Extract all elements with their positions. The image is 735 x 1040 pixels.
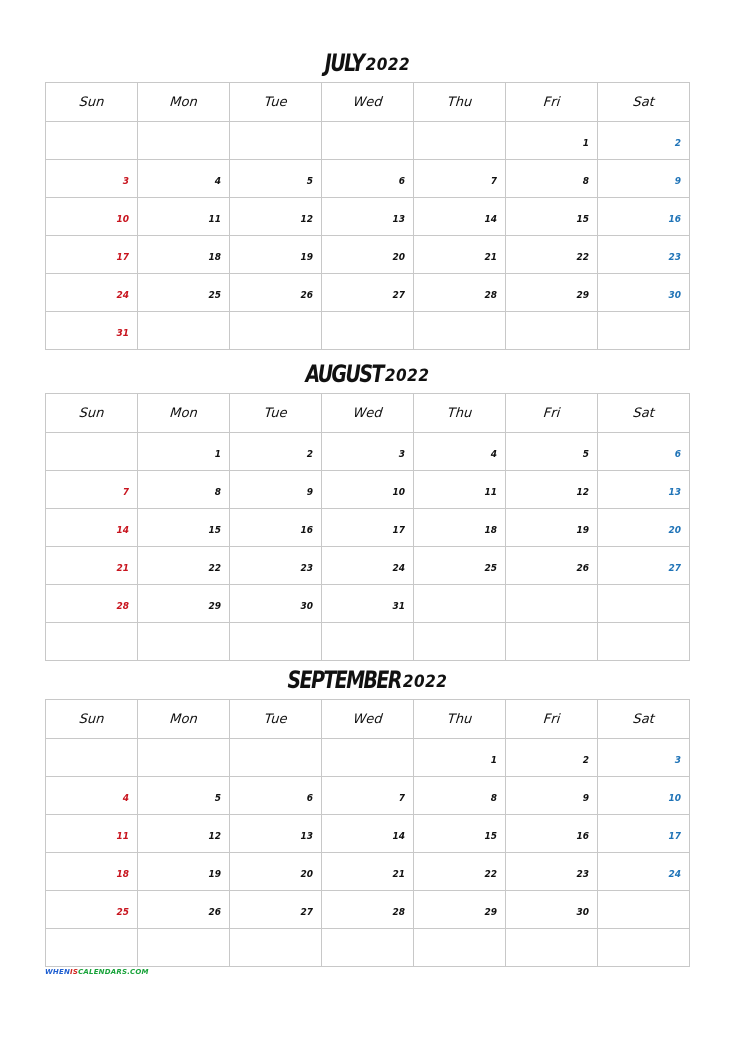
day-cell (138, 198, 230, 236)
day-cell (598, 274, 690, 312)
day-number: 2 (306, 449, 313, 460)
day-number: 8 (490, 793, 497, 804)
day-number: 28 (484, 290, 497, 301)
day-number: 6 (398, 176, 405, 187)
day-cell (46, 312, 138, 350)
day-number: 7 (122, 487, 129, 498)
day-cell (230, 853, 322, 891)
day-cell (46, 929, 138, 967)
day-cell (138, 509, 230, 547)
day-cell (414, 853, 506, 891)
calendar-grid (45, 699, 690, 967)
day-number: 14 (484, 214, 497, 225)
day-cell (598, 236, 690, 274)
week-row (46, 122, 690, 160)
day-cell (230, 274, 322, 312)
day-cell (46, 815, 138, 853)
day-number: 17 (116, 252, 129, 263)
day-cell (506, 509, 598, 547)
weekday-header: Fri (503, 394, 599, 433)
day-number: 25 (484, 563, 497, 574)
month-july (45, 45, 690, 350)
day-number: 4 (122, 793, 129, 804)
day-number: 13 (392, 214, 405, 225)
weekday-header: Sat (595, 83, 691, 122)
day-cell (506, 433, 598, 471)
weekday-header-row (46, 700, 690, 739)
day-number: 31 (116, 328, 129, 339)
day-cell (322, 274, 414, 312)
day-cell (506, 160, 598, 198)
day-number: 13 (300, 831, 313, 842)
day-number: 27 (392, 290, 405, 301)
day-cell (322, 471, 414, 509)
day-cell (230, 236, 322, 274)
day-number: 3 (122, 176, 129, 187)
day-cell (46, 509, 138, 547)
day-number: 30 (668, 290, 681, 301)
day-number: 22 (484, 869, 497, 880)
day-cell (598, 853, 690, 891)
site-logo[interactable] (45, 968, 149, 976)
day-cell (322, 623, 414, 661)
day-cell (506, 853, 598, 891)
day-cell (506, 122, 598, 160)
week-row (46, 777, 690, 815)
day-cell (506, 929, 598, 967)
day-number: 21 (484, 252, 497, 263)
day-cell (414, 585, 506, 623)
day-cell (138, 585, 230, 623)
day-number: 10 (116, 214, 129, 225)
day-number: 19 (300, 252, 313, 263)
weekday-header: Tue (227, 394, 323, 433)
day-cell (322, 853, 414, 891)
day-cell (598, 433, 690, 471)
day-cell (414, 433, 506, 471)
calendar-grid (45, 393, 690, 661)
day-number: 14 (392, 831, 405, 842)
day-number: 3 (398, 449, 405, 460)
day-cell (46, 471, 138, 509)
day-number: 9 (306, 487, 313, 498)
week-row (46, 547, 690, 585)
day-number: 29 (576, 290, 589, 301)
day-cell (46, 739, 138, 777)
day-cell (138, 891, 230, 929)
day-number: 15 (576, 214, 589, 225)
day-number: 23 (300, 563, 313, 574)
day-cell (598, 623, 690, 661)
week-row (46, 509, 690, 547)
day-cell (414, 509, 506, 547)
weekday-header: Sun (43, 700, 139, 739)
day-cell (414, 815, 506, 853)
day-cell (322, 198, 414, 236)
day-number: 17 (668, 831, 681, 842)
day-cell (414, 122, 506, 160)
day-number: 6 (674, 449, 681, 460)
day-cell (138, 929, 230, 967)
day-number: 9 (674, 176, 681, 187)
month-name: AUGUST (305, 360, 383, 388)
logo-part-3: CALENDARS.COM (78, 968, 149, 976)
week-row (46, 236, 690, 274)
day-number: 3 (674, 755, 681, 766)
day-cell (414, 274, 506, 312)
day-number: 26 (208, 907, 221, 918)
day-cell (46, 585, 138, 623)
month-title (45, 662, 690, 699)
weekday-header: Sat (595, 394, 691, 433)
day-cell (230, 509, 322, 547)
weekday-header: Wed (319, 394, 415, 433)
day-cell (322, 547, 414, 585)
day-number: 7 (398, 793, 405, 804)
day-cell (230, 160, 322, 198)
day-cell (322, 815, 414, 853)
day-cell (230, 623, 322, 661)
day-number: 23 (576, 869, 589, 880)
week-row (46, 160, 690, 198)
day-number: 5 (582, 449, 589, 460)
day-cell (138, 623, 230, 661)
day-number: 18 (484, 525, 497, 536)
month-name: SEPTEMBER (287, 666, 401, 694)
day-number: 18 (116, 869, 129, 880)
day-cell (46, 236, 138, 274)
day-cell (506, 585, 598, 623)
day-cell (230, 891, 322, 929)
day-number: 9 (582, 793, 589, 804)
day-cell (414, 198, 506, 236)
week-row (46, 471, 690, 509)
day-number: 12 (208, 831, 221, 842)
day-number: 11 (484, 487, 497, 498)
day-number: 7 (490, 176, 497, 187)
day-cell (506, 274, 598, 312)
day-number: 29 (208, 601, 221, 612)
day-number: 6 (306, 793, 313, 804)
day-cell (414, 739, 506, 777)
day-cell (506, 623, 598, 661)
day-cell (506, 471, 598, 509)
week-row (46, 198, 690, 236)
day-cell (506, 236, 598, 274)
day-cell (46, 623, 138, 661)
day-cell (414, 623, 506, 661)
day-number: 24 (668, 869, 681, 880)
day-number: 5 (214, 793, 221, 804)
day-cell (598, 585, 690, 623)
month-name: JULY (324, 49, 364, 77)
day-cell (322, 777, 414, 815)
day-cell (46, 274, 138, 312)
weekday-header-row (46, 83, 690, 122)
day-number: 30 (576, 907, 589, 918)
day-cell (138, 815, 230, 853)
day-cell (46, 198, 138, 236)
day-cell (230, 739, 322, 777)
day-cell (506, 312, 598, 350)
week-row (46, 853, 690, 891)
month-year: 2022 (402, 672, 448, 692)
day-cell (138, 274, 230, 312)
day-cell (506, 739, 598, 777)
day-cell (322, 891, 414, 929)
month-year: 2022 (365, 55, 411, 75)
weekday-header: Wed (319, 83, 415, 122)
day-cell (598, 547, 690, 585)
month-title (45, 356, 690, 393)
day-number: 20 (668, 525, 681, 536)
day-number: 5 (306, 176, 313, 187)
day-number: 21 (392, 869, 405, 880)
day-number: 1 (582, 138, 589, 149)
day-number: 23 (668, 252, 681, 263)
day-cell (506, 815, 598, 853)
day-number: 16 (300, 525, 313, 536)
weekday-header: Tue (227, 83, 323, 122)
day-cell (138, 122, 230, 160)
day-number: 16 (668, 214, 681, 225)
day-cell (598, 777, 690, 815)
day-number: 20 (392, 252, 405, 263)
calendar-grid (45, 82, 690, 350)
day-cell (46, 547, 138, 585)
day-cell (138, 160, 230, 198)
weekday-header: Mon (135, 700, 231, 739)
day-cell (230, 198, 322, 236)
day-number: 19 (576, 525, 589, 536)
day-cell (230, 312, 322, 350)
day-cell (230, 471, 322, 509)
day-cell (414, 471, 506, 509)
day-number: 28 (392, 907, 405, 918)
day-cell (46, 777, 138, 815)
day-number: 15 (208, 525, 221, 536)
day-cell (138, 739, 230, 777)
day-number: 16 (576, 831, 589, 842)
day-cell (598, 815, 690, 853)
week-row (46, 274, 690, 312)
day-number: 13 (668, 487, 681, 498)
day-cell (46, 433, 138, 471)
day-number: 28 (116, 601, 129, 612)
week-row (46, 585, 690, 623)
week-row (46, 891, 690, 929)
day-cell (46, 853, 138, 891)
weekday-header: Thu (411, 394, 507, 433)
month-september (45, 662, 690, 967)
logo-part-1: WHEN (45, 968, 71, 976)
day-cell (414, 891, 506, 929)
weekday-header: Sat (595, 700, 691, 739)
week-row (46, 623, 690, 661)
day-cell (506, 547, 598, 585)
day-cell (414, 160, 506, 198)
day-cell (322, 929, 414, 967)
weekday-header: Mon (135, 83, 231, 122)
day-cell (138, 547, 230, 585)
weekday-header: Fri (503, 700, 599, 739)
week-row (46, 929, 690, 967)
day-cell (46, 891, 138, 929)
day-number: 2 (582, 755, 589, 766)
day-number: 27 (668, 563, 681, 574)
weekday-header: Tue (227, 700, 323, 739)
day-number: 12 (576, 487, 589, 498)
day-number: 14 (116, 525, 129, 536)
weekday-header-row (46, 394, 690, 433)
day-cell (598, 160, 690, 198)
day-number: 31 (392, 601, 405, 612)
week-row (46, 433, 690, 471)
weekday-header: Thu (411, 83, 507, 122)
day-cell (598, 509, 690, 547)
day-cell (46, 160, 138, 198)
day-number: 25 (208, 290, 221, 301)
day-cell (138, 236, 230, 274)
day-cell (414, 929, 506, 967)
day-number: 8 (214, 487, 221, 498)
month-august (45, 356, 690, 661)
weekday-header: Mon (135, 394, 231, 433)
day-cell (230, 433, 322, 471)
day-cell (322, 433, 414, 471)
day-number: 29 (484, 907, 497, 918)
day-cell (230, 585, 322, 623)
day-cell (506, 777, 598, 815)
day-cell (138, 433, 230, 471)
week-row (46, 739, 690, 777)
day-cell (414, 236, 506, 274)
day-number: 8 (582, 176, 589, 187)
day-cell (46, 122, 138, 160)
day-number: 24 (392, 563, 405, 574)
day-cell (138, 777, 230, 815)
day-cell (230, 929, 322, 967)
day-cell (598, 312, 690, 350)
day-cell (138, 471, 230, 509)
day-number: 11 (116, 831, 129, 842)
day-cell (598, 891, 690, 929)
day-number: 22 (208, 563, 221, 574)
day-number: 27 (300, 907, 313, 918)
month-title (45, 45, 690, 82)
day-cell (506, 198, 598, 236)
day-cell (230, 122, 322, 160)
day-number: 10 (392, 487, 405, 498)
day-cell (414, 777, 506, 815)
week-row (46, 815, 690, 853)
day-cell (322, 585, 414, 623)
day-cell (322, 739, 414, 777)
day-number: 21 (116, 563, 129, 574)
weekday-header: Wed (319, 700, 415, 739)
logo-part-2: IS (70, 968, 79, 976)
day-number: 4 (214, 176, 221, 187)
day-cell (598, 471, 690, 509)
weekday-header: Fri (503, 83, 599, 122)
day-number: 17 (392, 525, 405, 536)
day-number: 30 (300, 601, 313, 612)
day-cell (138, 853, 230, 891)
day-number: 15 (484, 831, 497, 842)
day-number: 12 (300, 214, 313, 225)
day-number: 20 (300, 869, 313, 880)
month-year: 2022 (384, 366, 430, 386)
day-cell (598, 739, 690, 777)
day-number: 4 (490, 449, 497, 460)
day-cell (322, 312, 414, 350)
day-cell (598, 929, 690, 967)
day-number: 22 (576, 252, 589, 263)
day-number: 1 (214, 449, 221, 460)
day-cell (414, 312, 506, 350)
day-number: 2 (674, 138, 681, 149)
day-cell (230, 815, 322, 853)
day-number: 25 (116, 907, 129, 918)
day-number: 24 (116, 290, 129, 301)
day-number: 19 (208, 869, 221, 880)
day-number: 1 (490, 755, 497, 766)
weekday-header: Sun (43, 83, 139, 122)
day-cell (322, 509, 414, 547)
weekday-header: Sun (43, 394, 139, 433)
day-number: 11 (208, 214, 221, 225)
day-cell (322, 122, 414, 160)
day-cell (506, 891, 598, 929)
day-number: 26 (576, 563, 589, 574)
day-cell (230, 547, 322, 585)
day-cell (322, 236, 414, 274)
day-number: 18 (208, 252, 221, 263)
day-number: 26 (300, 290, 313, 301)
day-cell (598, 198, 690, 236)
day-cell (138, 312, 230, 350)
day-cell (322, 160, 414, 198)
day-cell (230, 777, 322, 815)
day-number: 10 (668, 793, 681, 804)
day-cell (414, 547, 506, 585)
week-row (46, 312, 690, 350)
weekday-header: Thu (411, 700, 507, 739)
day-cell (598, 122, 690, 160)
